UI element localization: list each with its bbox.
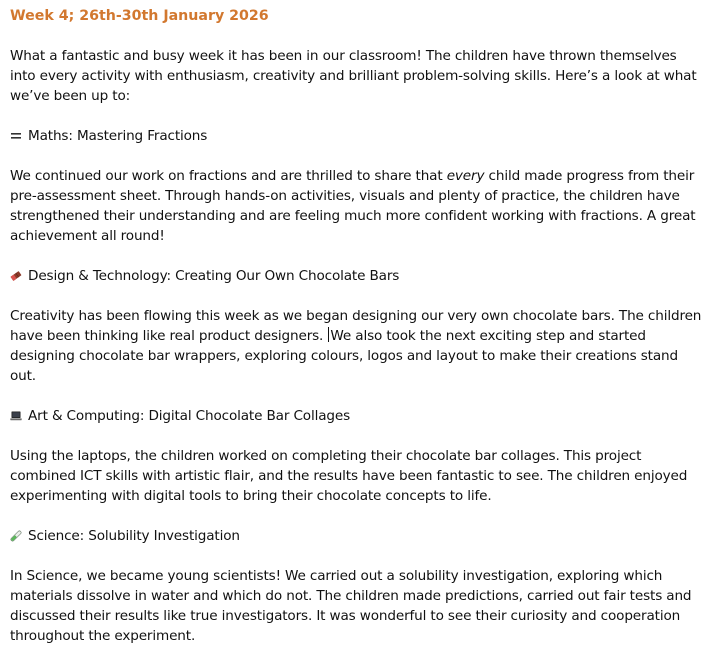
page-title: Week 4; 26th-30th January 2026 [10, 8, 269, 24]
chocolate-bar-icon [10, 270, 22, 282]
intro-paragraph: What a fantastic and busy week it has been in our classroom! The children have thrown themselves into every activity with enthusiasm, creativity and brilliant problem-solving skills. Here’s a look at what we’ve been up to: [10, 48, 697, 104]
art-computing-paragraph: Using the laptops, the children worked on completing their chocolate bar collages. This project combined ICT skills with artistic flair, and the results have been fantastic to see. The children enjoyed experimenting with digital tools to bring their chocolate concepts to life. [10, 448, 688, 504]
maths-text-end: child made progress from their pre-assessment sheet. Through hands-on activities, visuals and plenty of practice, the children have strengthened their understanding and are feeling much more confident working with fractions. A great achievement all round! [10, 168, 696, 244]
laptop-icon [10, 410, 22, 422]
section-heading-maths [10, 126, 704, 146]
design-text-part-2: We also took the next exciting step and started designing chocolate bar wrappers, exploring colours, logos and layout to make their creations stand out. [10, 328, 678, 384]
section-heading-design-technology [10, 266, 704, 286]
section-heading-label: Design & Technology: Creating Our Own Chocolate Bars [28, 268, 400, 284]
equals-icon [10, 130, 22, 142]
maths-paragraph [10, 166, 704, 246]
maths-text-start: We continued our work on fractions and are thrilled to share that [10, 168, 447, 184]
science-paragraph: In Science, we became young scientists! We carried out a solubility investigation, exploring which materials dissolve in water and which do not. The children made predictions, carried out fair tests and discussed their results like true investigators. It was wonderful to see their curiosity and cooperation throughout the experiment. [10, 568, 692, 644]
design-text-part-1: Creativity has been flowing this week as we began designing our very own chocolate bars. The children have been thinking like real product designers. [10, 308, 702, 344]
section-heading-label: Art & Computing: Digital Chocolate Bar Collages [28, 408, 351, 424]
section-heading-label: Science: Solubility Investigation [28, 528, 240, 544]
section-heading-art-computing [10, 406, 704, 426]
section-heading-label: Maths: Mastering Fractions [28, 128, 208, 144]
maths-emphasis: every [446, 168, 485, 184]
test-tube-icon [10, 530, 22, 542]
design-technology-paragraph [10, 306, 704, 386]
section-heading-science [10, 526, 704, 546]
newsletter-document [10, 6, 704, 666]
